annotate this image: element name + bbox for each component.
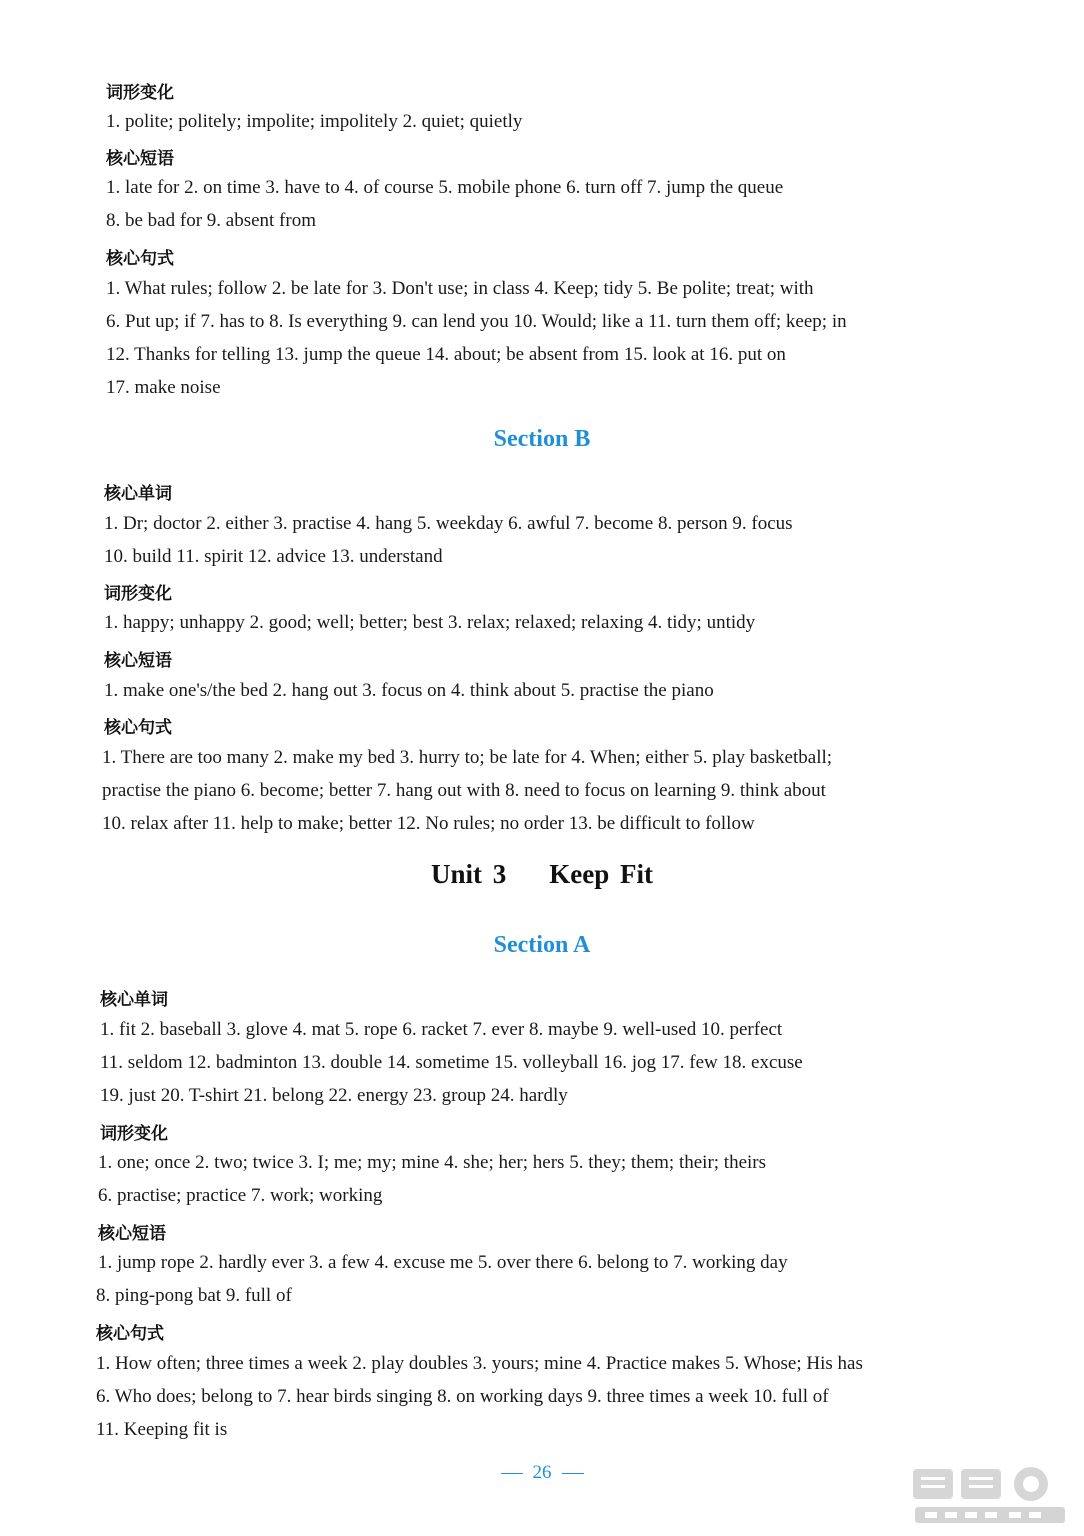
page-number-dash-right bbox=[562, 1473, 584, 1474]
danci-line: 1. Dr; doctor 2. either 3. practise 4. hang 5. weekday 6. awful 7. become 8. person 9. focus bbox=[104, 513, 793, 534]
danci-line: 1. fit 2. baseball 3. glove 4. mat 5. rope 6. racket 7. ever 8. maybe 9. well-used 10. perfect bbox=[100, 1019, 783, 1040]
jushi-label-u3: 核心句式 bbox=[96, 1324, 164, 1344]
duanyu-line: 8. be bad for 9. absent from bbox=[106, 210, 316, 231]
duanyu-line: 1. jump rope 2. hardly ever 3. a few 4. excuse me 5. over there 6. belong to 7. working day bbox=[98, 1252, 788, 1273]
jushi-line: 6. Who does; belong to 7. hear birds singing 8. on working days 9. three times a week 10. full of bbox=[96, 1386, 829, 1407]
watermark-logo bbox=[905, 1465, 1075, 1527]
danci-label-u3: 核心单词 bbox=[100, 990, 168, 1010]
duanyu-label-u3: 核心短语 bbox=[98, 1224, 166, 1244]
page-number-dash-left bbox=[501, 1473, 523, 1474]
danci-line: 11. seldom 12. badminton 13. double 14. sometime 15. volleyball 16. jog 17. few 18. excuse bbox=[100, 1052, 803, 1073]
jushi-line: 6. Put up; if 7. has to 8. Is everything 9. can lend you 10. Would; like a 11. turn them off; keep; in bbox=[106, 311, 847, 332]
jushi-line: practise the piano 6. become; better 7. hang out with 8. need to focus on learning 9. think about bbox=[102, 780, 826, 801]
page-number-value: 26 bbox=[532, 1462, 552, 1483]
jushi-line: 10. relax after 11. help to make; better 12. No rules; no order 13. be difficult to follow bbox=[102, 813, 755, 834]
section-b-title: Section B bbox=[493, 426, 591, 452]
watermark-logo-icon bbox=[905, 1465, 1075, 1527]
duanyu-line: 8. ping-pong bat 9. full of bbox=[96, 1285, 292, 1306]
jushi-line: 12. Thanks for telling 13. jump the queue 14. about; be absent from 15. look at 16. put on bbox=[106, 344, 786, 365]
cixing-label-u3: 词形变化 bbox=[100, 1124, 168, 1144]
unit-title: Unit 3 Keep Fit bbox=[431, 859, 653, 889]
duanyu-line: 1. late for 2. on time 3. have to 4. of course 5. mobile phone 6. turn off 7. jump the queue bbox=[106, 177, 784, 198]
jushi-line: 1. There are too many 2. make my bed 3. hurry to; be late for 4. When; either 5. play basketball; bbox=[102, 747, 833, 768]
danci-label-b: 核心单词 bbox=[104, 484, 172, 504]
jushi-line: 17. make noise bbox=[106, 377, 221, 398]
cixing-line: 1. happy; unhappy 2. good; well; better; best 3. relax; relaxed; relaxing 4. tidy; untidy bbox=[104, 612, 756, 633]
duanyu-label-b: 核心短语 bbox=[104, 651, 172, 671]
cixing-label-1: 词形变化 bbox=[106, 83, 174, 103]
danci-line: 10. build 11. spirit 12. advice 13. understand bbox=[104, 546, 443, 567]
cixing-line: 1. polite; politely; impolite; impolitely 2. quiet; quietly bbox=[106, 111, 523, 132]
duanyu-label-1: 核心短语 bbox=[106, 149, 174, 169]
jushi-line: 1. What rules; follow 2. be late for 3. Don't use; in class 4. Keep; tidy 5. Be polite; treat; with bbox=[106, 278, 814, 299]
jushi-line: 11. Keeping fit is bbox=[96, 1419, 228, 1440]
jushi-line: 1. How often; three times a week 2. play doubles 3. yours; mine 4. Practice makes 5. Whose; His has bbox=[96, 1353, 863, 1374]
cixing-line: 1. one; once 2. two; twice 3. I; me; my; mine 4. she; her; hers 5. they; them; their; theirs bbox=[98, 1152, 767, 1173]
cixing-label-b: 词形变化 bbox=[104, 584, 172, 604]
danci-line: 19. just 20. T-shirt 21. belong 22. energy 23. group 24. hardly bbox=[100, 1085, 568, 1106]
jushi-label-b: 核心句式 bbox=[104, 718, 172, 738]
jushi-label-1: 核心句式 bbox=[106, 249, 174, 269]
duanyu-line: 1. make one's/the bed 2. hang out 3. focus on 4. think about 5. practise the piano bbox=[104, 680, 714, 701]
cixing-line: 6. practise; practice 7. work; working bbox=[98, 1185, 383, 1206]
section-a-title: Section A bbox=[493, 932, 591, 958]
